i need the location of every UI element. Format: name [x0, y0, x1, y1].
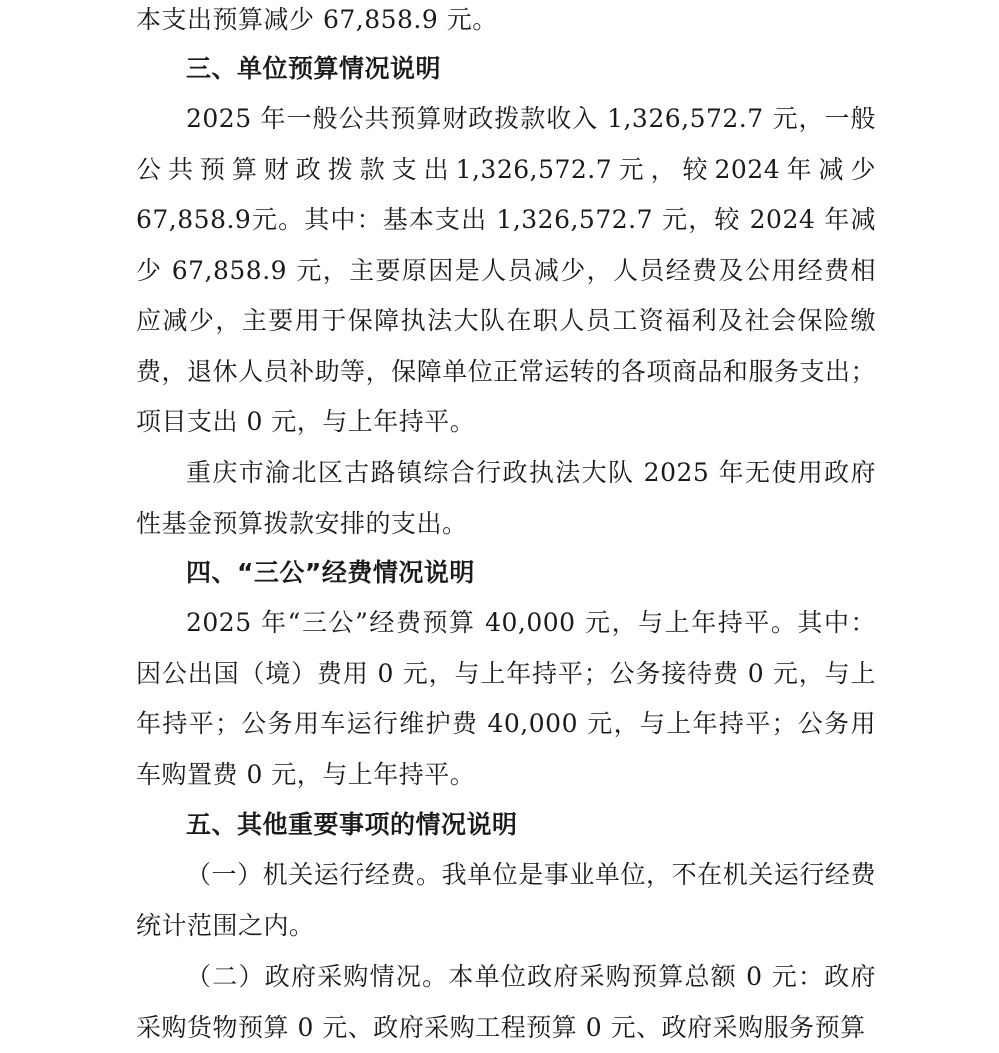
- paragraph-general-budget: 2025 年一般公共预算财政拨款收入 1,326,572.7 元，一般公共预算财政拨款支出1,326,572.7元，较2024年减少67,858.9元。其中：基本支出 1,326,572.7 元，较 2024 年减少 67,858.9 元，主要原因是人员减少，人员经费及公用经费相应减少，主要用于保障执法大队在职人员工资福利及社会保险缴费，退休人员补助等，保障单位正常运转的各项商品和服务支出；项目支出 0 元，与上年持平。: [136, 104, 876, 436]
- paragraph-operating-funds: （一）机关运行经费。我单位是事业单位，不在机关运行经费统计范围之内。: [136, 860, 876, 940]
- paragraph-government-procurement: （二）政府采购情况。本单位政府采购预算总额 0 元：政府采购货物预算 0 元、政府采购工程预算 0 元、政府采购服务预算: [136, 962, 876, 1042]
- section-heading-other-matters: 五、其他重要事项的情况说明: [186, 810, 518, 839]
- paragraph-expenditure-reduction: 本支出预算减少 67,858.9 元。: [136, 5, 498, 34]
- paragraph-three-public-budget: 2025 年“三公”经费预算 40,000 元，与上年持平。其中：因公出国（境）费用 0 元，与上年持平；公务接待费 0 元，与上年持平；公务用车运行维护费 40,000 元，与上年持平；公务用车购置费 0 元，与上年持平。: [136, 608, 876, 789]
- section-heading-unit-budget: 三、单位预算情况说明: [186, 54, 442, 83]
- section-heading-three-public: 四、“三公”经费情况说明: [186, 558, 475, 587]
- paragraph-government-fund: 重庆市渝北区古路镇综合行政执法大队 2025 年无使用政府性基金预算拨款安排的支出。: [136, 458, 876, 538]
